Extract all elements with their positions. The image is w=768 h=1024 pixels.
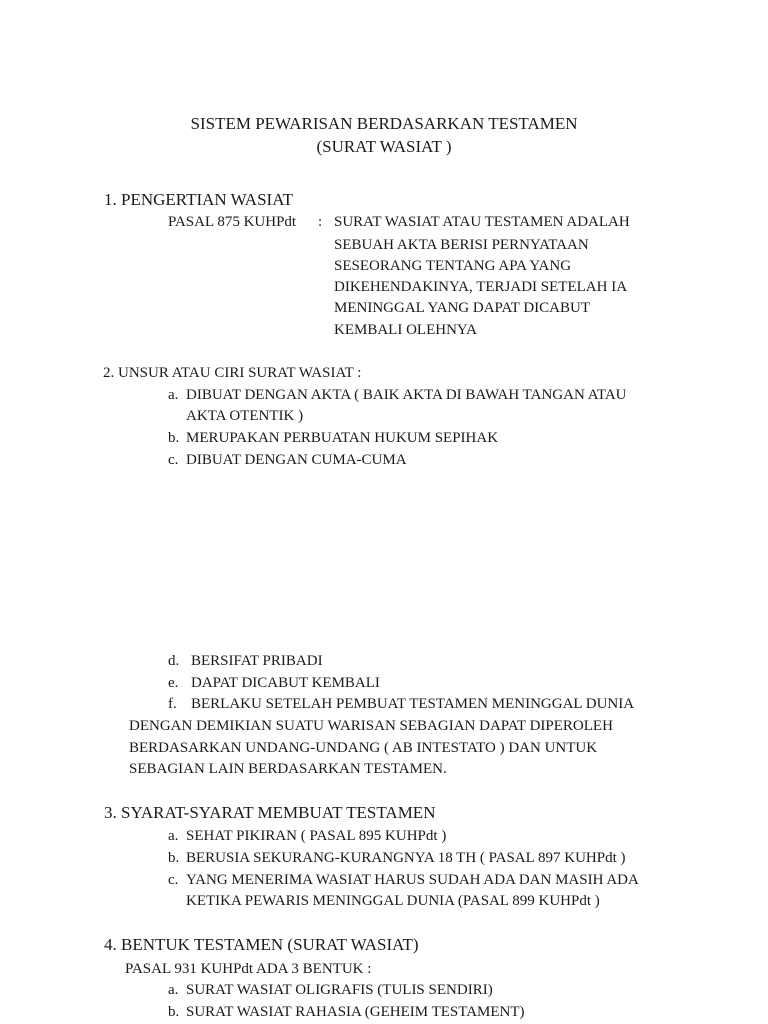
definition-line: MENINGGAL YANG DAPAT DICABUT — [334, 300, 590, 316]
section2-heading: 2. UNSUR ATAU CIRI SURAT WASIAT : — [103, 365, 362, 381]
list-item-marker: d. — [168, 653, 180, 669]
section4-intro: PASAL 931 KUHPdt ADA 3 BENTUK : — [125, 961, 372, 977]
definition-line: KEMBALI OLEHNYA — [334, 322, 477, 338]
list-item-marker: c. — [168, 872, 179, 888]
list-item-marker: e. — [168, 675, 179, 691]
section4-heading: 4. BENTUK TESTAMEN (SURAT WASIAT) — [104, 935, 419, 954]
definition-line: DIKEHENDAKINYA, TERJADI SETELAH IA — [334, 279, 628, 295]
list-item-text: BERUSIA SEKURANG-KURANGNYA 18 TH ( PASAL 897 KUHPdt ) — [186, 850, 626, 866]
list-item-text: DIBUAT DENGAN AKTA ( BAIK AKTA DI BAWAH TANGAN ATAU — [186, 387, 627, 403]
list-item-marker: b. — [168, 430, 180, 446]
document-title: SISTEM PEWARISAN BERDASARKAN TESTAMEN — [190, 114, 578, 133]
list-item-text: SURAT WASIAT OLIGRAFIS (TULIS SENDIRI) — [186, 982, 493, 998]
list-item-text: SEHAT PIKIRAN ( PASAL 895 KUHPdt ) — [186, 828, 447, 844]
list-item-marker: b. — [168, 1004, 180, 1020]
section1-pasal: PASAL 875 KUHPdt — [168, 214, 297, 230]
list-item-text: KETIKA PEWARIS MENINGGAL DUNIA (PASAL 899 KUHPdt ) — [186, 893, 600, 909]
list-item-text: BERSIFAT PRIBADI — [191, 653, 323, 669]
paragraph-line: SEBAGIAN LAIN BERDASARKAN TESTAMEN. — [129, 761, 447, 777]
list-item-marker: f. — [168, 696, 177, 712]
section1-colon: : — [318, 214, 323, 230]
section3-heading: 3. SYARAT-SYARAT MEMBUAT TESTAMEN — [104, 803, 436, 822]
list-item-text: DIBUAT DENGAN CUMA-CUMA — [186, 452, 407, 468]
list-item-text: DAPAT DICABUT KEMBALI — [191, 675, 380, 691]
section1-heading: 1. PENGERTIAN WASIAT — [104, 190, 293, 209]
list-item-text: SURAT WASIAT RAHASIA (GEHEIM TESTAMENT) — [186, 1004, 525, 1020]
list-item-marker: a. — [168, 387, 179, 403]
definition-line: SESEORANG TENTANG APA YANG — [334, 258, 572, 274]
paragraph-line: BERDASARKAN UNDANG-UNDANG ( AB INTESTATO ) DAN UNTUK — [129, 740, 598, 756]
document-subtitle: (SURAT WASIAT ) — [316, 137, 452, 156]
list-item-marker: b. — [168, 850, 180, 866]
list-item-text: BERLAKU SETELAH PEMBUAT TESTAMEN MENINGGAL DUNIA — [191, 696, 635, 712]
paragraph-line: DENGAN DEMIKIAN SUATU WARISAN SEBAGIAN DAPAT DIPEROLEH — [129, 718, 613, 734]
definition-line: SURAT WASIAT ATAU TESTAMEN ADALAH — [334, 214, 630, 230]
list-item-marker: a. — [168, 828, 179, 844]
list-item-marker: c. — [168, 452, 179, 468]
list-item-text: AKTA OTENTIK ) — [186, 408, 304, 424]
list-item-text: MERUPAKAN PERBUATAN HUKUM SEPIHAK — [186, 430, 499, 446]
list-item-text: YANG MENERIMA WASIAT HARUS SUDAH ADA DAN MASIH ADA — [186, 872, 639, 888]
definition-line: SEBUAH AKTA BERISI PERNYATAAN — [334, 237, 589, 253]
list-item-marker: a. — [168, 982, 179, 998]
